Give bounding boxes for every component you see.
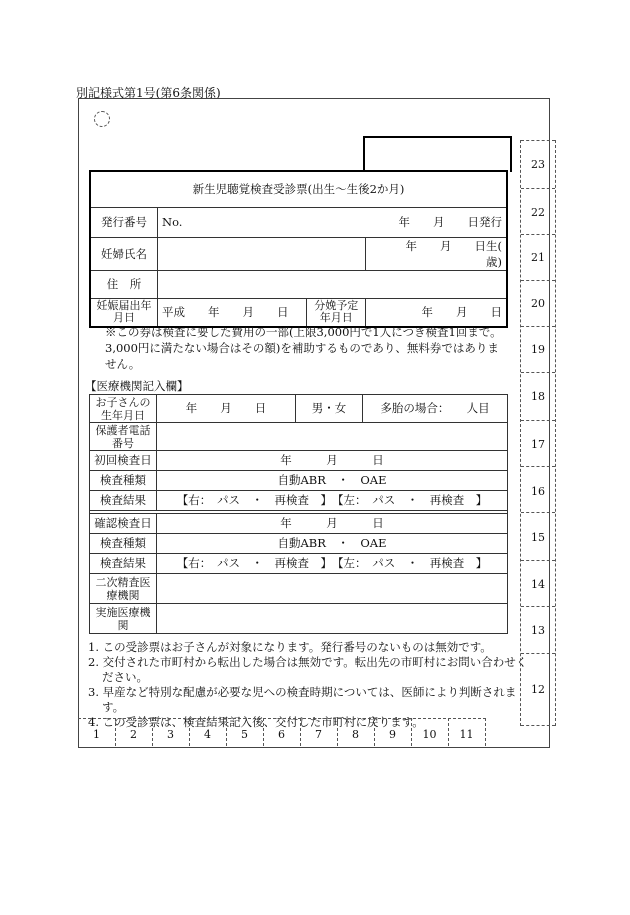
strip-divider bbox=[521, 466, 555, 467]
multiple-birth-field[interactable]: 多胎の場合： 人目 bbox=[363, 395, 508, 423]
usage-note-item: 3. 早産など特別な配慮が必要な児への検査時期については、医師により判断されます。 bbox=[88, 685, 517, 714]
margin-number: 3 bbox=[167, 728, 174, 741]
confirm-exam-type-field[interactable]: 自動ABR ・ OAE bbox=[157, 534, 508, 554]
first-result-right: 【右： パス ・ 再検査 】 bbox=[176, 493, 327, 507]
first-exam-type-field[interactable]: 自動ABR ・ OAE bbox=[157, 471, 508, 491]
mother-birth-field[interactable]: 年 月 日生( 歳) bbox=[366, 237, 507, 270]
strip-divider bbox=[521, 372, 555, 373]
strip-divider bbox=[521, 140, 555, 141]
usage-notes bbox=[88, 640, 528, 730]
margin-number: 12 bbox=[531, 683, 545, 696]
exam-facility-field[interactable] bbox=[157, 604, 508, 634]
guardian-phone-field[interactable] bbox=[157, 423, 508, 451]
first-result-field[interactable] bbox=[157, 491, 508, 511]
margin-number: 4 bbox=[204, 728, 211, 741]
usage-note-item: 4. この受診票は、検査結果記入後、交付した市町村に戻ります。 bbox=[88, 715, 424, 729]
margin-number: 22 bbox=[531, 206, 545, 219]
first-exam-type-label: 検査種類 bbox=[90, 471, 157, 491]
margin-number: 23 bbox=[531, 158, 545, 171]
exam-facility-label: 実施医療機関 bbox=[90, 604, 157, 634]
due-date-label: 分娩予定年月日 bbox=[307, 298, 366, 327]
margin-number: 18 bbox=[531, 390, 545, 403]
margin-number: 10 bbox=[422, 728, 437, 741]
strip-divider bbox=[521, 725, 555, 726]
issue-no-label: 発行番号 bbox=[90, 207, 158, 237]
margin-number: 2 bbox=[130, 728, 137, 741]
mother-name-field[interactable] bbox=[158, 237, 366, 270]
secondary-facility-label: 二次精査医療機関 bbox=[90, 574, 157, 604]
subsidy-note: ※この券は検査に要した費用の一部(上限3,000円で1人につき検査1回まで。3,000円に満たない場合はその額)を補助するものであり、無料券ではありません。 bbox=[105, 325, 502, 371]
strip-divider bbox=[521, 512, 555, 513]
strip-divider bbox=[521, 280, 555, 281]
margin-number: 1 bbox=[93, 728, 100, 741]
ticket-title: 新生児聴覚検査受診票(出生〜生後2か月) bbox=[90, 171, 507, 207]
margin-number: 16 bbox=[531, 485, 545, 498]
issue-no-field[interactable]: No. bbox=[158, 207, 366, 237]
strip-divider bbox=[521, 653, 555, 654]
confirm-result-label: 検査結果 bbox=[90, 554, 157, 574]
bottom-strip-top bbox=[78, 718, 486, 719]
margin-number: 15 bbox=[531, 531, 545, 544]
child-birth-field[interactable]: 年 月 日 bbox=[157, 395, 296, 423]
medical-section-title: 【医療機関記入欄】 bbox=[85, 379, 189, 393]
child-birth-label: お子さんの生年月日 bbox=[90, 395, 157, 423]
tab-box bbox=[363, 136, 512, 172]
due-date-field[interactable]: 年 月 日 bbox=[366, 298, 507, 327]
address-field[interactable] bbox=[158, 270, 508, 298]
strip-divider bbox=[521, 188, 555, 189]
margin-number: 20 bbox=[531, 297, 545, 310]
punch-hole-circle bbox=[94, 111, 110, 127]
confirm-exam-type-label: 検査種類 bbox=[90, 534, 157, 554]
strip-divider bbox=[485, 718, 486, 746]
address-label: 住 所 bbox=[90, 270, 158, 298]
guardian-phone-label: 保護者電話番号 bbox=[90, 423, 157, 451]
confirm-result-right: 【右： パス ・ 再検査 】 bbox=[176, 556, 327, 570]
margin-number: 21 bbox=[531, 251, 545, 264]
confirm-result-field[interactable] bbox=[157, 554, 508, 574]
form-number-label: 別記様式第1号(第6条関係) bbox=[76, 86, 221, 100]
margin-number: 11 bbox=[459, 728, 474, 741]
strip-divider bbox=[521, 234, 555, 235]
strip-divider bbox=[521, 420, 555, 421]
margin-number: 19 bbox=[531, 343, 545, 356]
margin-number: 9 bbox=[389, 728, 396, 741]
usage-note-item: 1. この受診票はお子さんが対象になります。発行番号のないものは無効です。 bbox=[88, 640, 492, 654]
first-exam-date-field[interactable]: 年 月 日 bbox=[157, 451, 508, 471]
confirm-result-left: 【左： パス ・ 再検査 】 bbox=[337, 556, 488, 570]
secondary-facility-field[interactable] bbox=[157, 574, 508, 604]
confirm-exam-date-label: 確認検査日 bbox=[90, 514, 157, 534]
pregnancy-report-date[interactable]: 平成 年 月 日 bbox=[158, 298, 307, 327]
strip-divider bbox=[521, 560, 555, 561]
mother-name-label: 妊婦氏名 bbox=[90, 237, 158, 270]
sex-field[interactable]: 男・女 bbox=[296, 395, 363, 423]
margin-number: 8 bbox=[352, 728, 359, 741]
first-result-label: 検査結果 bbox=[90, 491, 157, 511]
margin-number: 7 bbox=[315, 728, 322, 741]
confirm-exam-date-field[interactable]: 年 月 日 bbox=[157, 514, 508, 534]
first-exam-date-label: 初回検査日 bbox=[90, 451, 157, 471]
margin-number: 5 bbox=[241, 728, 248, 741]
margin-number: 17 bbox=[531, 438, 545, 451]
margin-number: 6 bbox=[278, 728, 285, 741]
first-result-left: 【左： パス ・ 再検査 】 bbox=[337, 493, 488, 507]
pregnancy-report-label: 妊娠届出年月日 bbox=[90, 298, 158, 327]
margin-number: 14 bbox=[531, 578, 545, 591]
strip-divider bbox=[521, 326, 555, 327]
ticket-table bbox=[89, 170, 525, 328]
strip-divider bbox=[521, 606, 555, 607]
medical-table bbox=[89, 394, 508, 634]
right-margin-strip bbox=[520, 140, 556, 726]
usage-note-item: 2. 交付された市町村から転出した場合は無効です。転出先の市町村にお問い合わせください。 bbox=[88, 655, 528, 684]
issue-date: 年 月 日発行 bbox=[366, 207, 507, 237]
margin-number: 13 bbox=[531, 624, 545, 637]
